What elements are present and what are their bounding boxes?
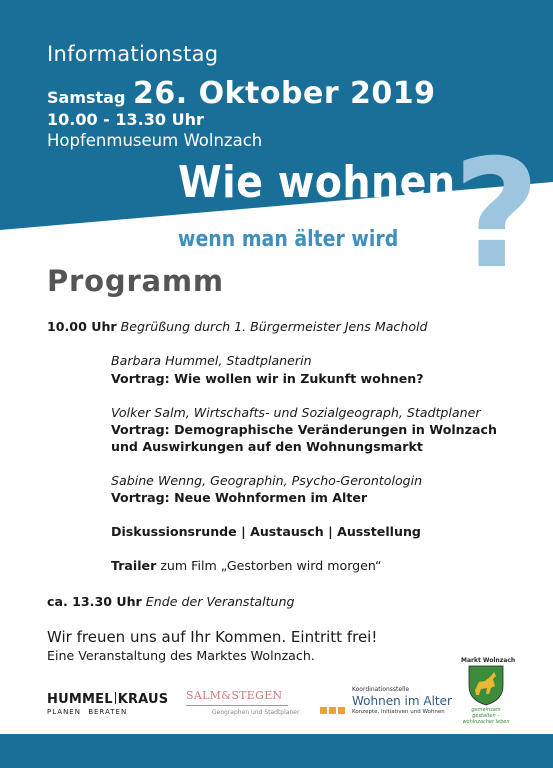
markt-wolnzach-logo — [461, 657, 516, 725]
program-title: Programm — [47, 264, 224, 298]
hk-name-left: HUMMEL — [47, 692, 113, 707]
closing-invitation: Wir freuen uns auf Ihr Kommen. Eintritt frei! — [47, 628, 378, 646]
talk-3-speaker: Sabine Wenng, Geographin, Psycho-Gerontologin — [111, 473, 423, 488]
opening-time: 10.00 Uhr — [47, 319, 117, 334]
talk-2-title-line-1: Vortrag: Demographische Veränderungen in Wolnzach — [111, 422, 497, 437]
event-time: 10.00 - 13.30 Uhr — [47, 110, 204, 129]
event-date: 26. Oktober 2019 — [133, 76, 436, 111]
orange-squares-icon — [320, 699, 345, 718]
talk-1-title: Vortrag: Wie wollen wir in Zukunft wohnen? — [111, 371, 424, 386]
talk-1-speaker: Barbara Hummel, Stadtplanerin — [111, 353, 312, 368]
hummel-kraus-logo — [47, 692, 168, 716]
ss-name: SALM&STEGEN — [186, 689, 283, 702]
closing-organizer: Eine Veranstaltung des Marktes Wolnzach. — [47, 648, 315, 663]
trailer-label: Trailer — [111, 558, 157, 573]
coat-of-arms-icon — [461, 664, 511, 706]
ss-divider — [186, 705, 288, 706]
trailer-text: zum Film „Gestorben wird morgen“ — [156, 558, 382, 573]
end-time: ca. 13.30 Uhr — [47, 594, 142, 609]
opening-text: Begrüßung durch 1. Bürgermeister Jens Machold — [120, 319, 428, 334]
event-type: Informationstag — [47, 42, 219, 66]
salm-stegen-logo — [186, 689, 299, 716]
hk-sub-right: BERATEN — [88, 708, 128, 716]
event-location: Hopfenmuseum Wolnzach — [47, 131, 263, 150]
ss-sub: Geographen und Stadtplaner — [212, 709, 300, 716]
end-text: Ende der Veranstaltung — [145, 594, 295, 609]
discussion-line: Diskussionsrunde | Austausch | Ausstellung — [111, 524, 421, 539]
subheadline: wenn man älter wird — [178, 227, 399, 252]
hk-separator — [115, 692, 116, 704]
wia-main: Wohnen im Alter — [352, 694, 452, 708]
hk-name-right: KRAUS — [117, 692, 169, 707]
program-end — [47, 593, 295, 610]
question-mark-graphic: ? — [453, 128, 541, 302]
trailer-line — [111, 557, 381, 574]
hk-sub-left: PLANEN — [47, 708, 81, 716]
date-prefix: Samstag — [47, 88, 126, 107]
wia-small: Koordinationsstelle — [352, 686, 410, 693]
program-opening — [47, 318, 428, 335]
mw-caption: gemeinsam gestalten – wohlnzacher leben — [462, 707, 510, 725]
footer-band — [0, 734, 553, 768]
talk-2-speaker: Volker Salm, Wirtschafts- und Sozialgeograph, Stadtplaner — [111, 405, 481, 420]
talk-3-title: Vortrag: Neue Wohnformen im Alter — [111, 490, 368, 505]
wia-sub: Konzepte, Initiativen und Wohnen — [352, 709, 445, 715]
headline: Wie wohnen — [178, 157, 456, 208]
mw-title: Markt Wolnzach — [461, 657, 516, 664]
talk-2-title-line-2: und Auswirkungen auf den Wohnungsmarkt — [111, 439, 423, 454]
